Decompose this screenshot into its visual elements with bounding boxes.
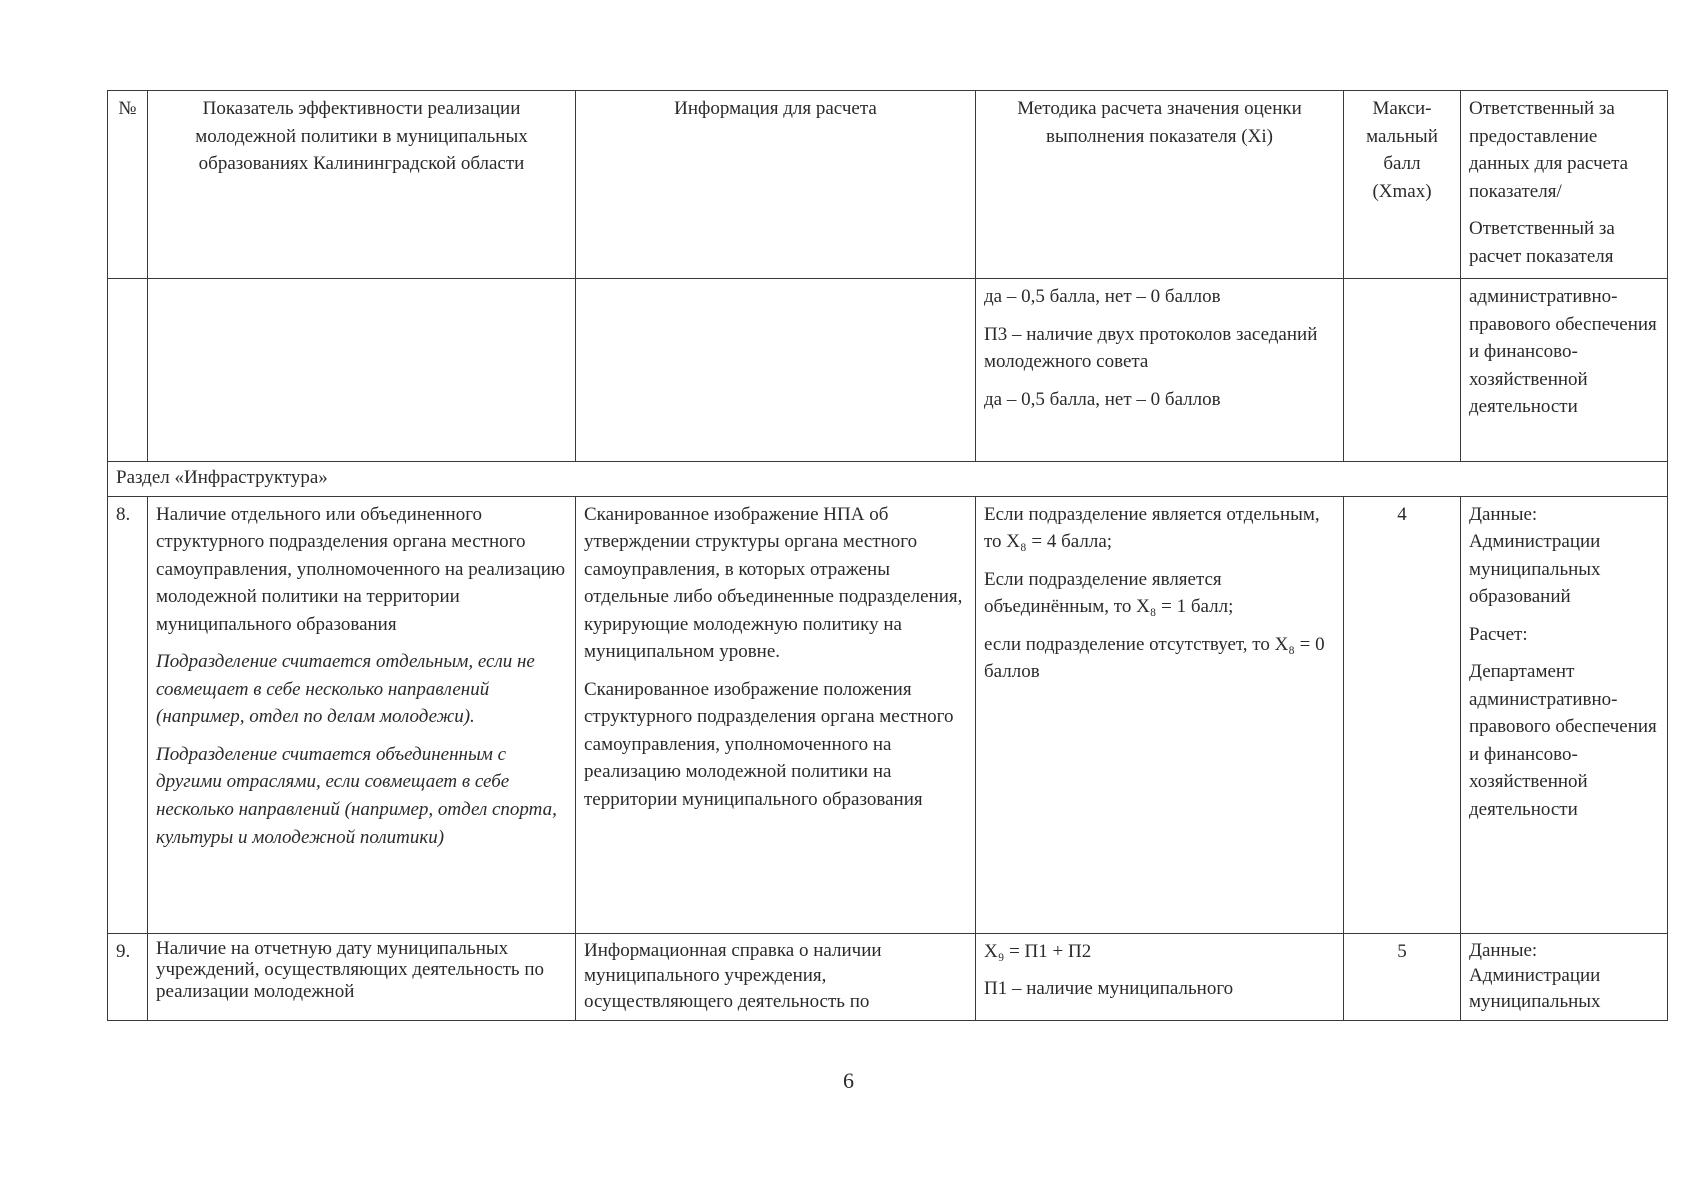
row8-num: 8. — [108, 496, 148, 933]
cont-resp-cell: административно-правового обеспечения и финансово-хозяйственной деятельности — [1461, 279, 1668, 462]
row8-max-score: 4 — [1344, 496, 1461, 933]
cont-num-cell — [108, 279, 148, 462]
row9-method-text: П1 – наличие муниципального — [984, 978, 1234, 1000]
row8-method-text: Если подразделение является отдельным, то X₈ = 4 балла; — [984, 503, 1320, 553]
header-method: Методика расчета значения оценки выполнения показателя (Xi) — [976, 91, 1344, 279]
row8-responsible — [1461, 496, 1668, 933]
cont-method-cell — [976, 279, 1344, 462]
row8-info-text: Сканированное изображение положения структурного подразделения органа местного самоуправления, уполномоченного на реализацию молодежной политики на территории муниципального образования — [584, 678, 954, 811]
header-responsible-calc: Ответственный за расчет показателя — [1469, 218, 1615, 267]
cont-method-line: да – 0,5 балла, нет – 0 баллов — [984, 388, 1221, 410]
cont-max-cell — [1344, 279, 1461, 462]
section-title: Раздел «Инфраструктура» — [108, 462, 1668, 497]
row8-resp-data — [1469, 501, 1659, 611]
header-num: № — [108, 91, 148, 279]
row8-resp-data-value: Администрации муниципальных образований — [1469, 531, 1601, 608]
row8-indicator-note: Подразделение считается объединенным с другими отраслями, если совмещает в себе несколько направлений (например, отдел спорта, культуры и молодежной политики) — [156, 743, 557, 848]
row9-num: 9. — [108, 933, 148, 1021]
row8-resp-calc-label: Расчет: — [1469, 623, 1528, 645]
header-indicator: Показатель эффективности реализации молодежной политики в муниципальных образованиях Калининградской области — [148, 91, 576, 279]
table-row — [108, 933, 1668, 1021]
row8-resp-data-label: Данные: — [1469, 503, 1538, 525]
row9-method-text: X₉ = П1 + П2 — [984, 940, 1092, 962]
header-responsible-data: Ответственный за предоставление данных для расчета показателя/ — [1469, 98, 1629, 202]
header-info: Информация для расчета — [576, 91, 976, 279]
header-max-score: Макси-мальный балл (Xmax) — [1344, 91, 1461, 279]
row8-method-text: Если подразделение является объединённым, то X₈ = 1 балл; — [984, 568, 1234, 618]
row9-resp-data-label: Данные: — [1469, 939, 1538, 961]
cont-method-line: да – 0,5 балла, нет – 0 баллов — [984, 286, 1221, 307]
row8-resp-calc-value: Департамент административно-правового обеспечения и финансово-хозяйственной деятельности — [1469, 661, 1657, 821]
table-header-row — [108, 91, 1668, 279]
cont-indicator-cell — [148, 279, 576, 462]
table-row-continuation — [108, 279, 1668, 462]
cont-info-cell — [576, 279, 976, 462]
row8-indicator-main: Наличие отдельного или объединенного структурного подразделения органа местного самоуправления, уполномоченного на реализацию молодежной политики на территории муниципального образования — [156, 503, 566, 635]
row8-info — [576, 496, 976, 933]
row8-indicator-note: Подразделение считается отдельным, если не совмещает в себе несколько направлений (например, отдел по делам молодежи). — [156, 651, 535, 728]
row8-method-text: если подразделение отсутствует, то X₈ = 0 баллов — [984, 633, 1325, 683]
row8-method — [976, 496, 1344, 933]
cont-method-line: П3 – наличие двух протоколов заседаний молодежного совета — [984, 323, 1318, 373]
section-row — [108, 462, 1668, 497]
indicators-table — [107, 90, 1668, 1021]
row9-method — [976, 933, 1344, 1021]
row8-info-text: Сканированное изображение НПА об утверждении структуры органа местного самоуправления, в которых отражены отдельные либо объединенные подразделения, курирующие молодежную политику на муниципальном уровне. — [584, 503, 963, 663]
row9-responsible — [1461, 933, 1668, 1021]
row9-indicator: Наличие на отчетную дату муниципальных учреждений, осуществляющих деятельность по реализации молодежной — [148, 933, 576, 1021]
row9-max-score: 5 — [1344, 933, 1461, 1021]
row8-indicator — [148, 496, 576, 933]
page-number: 6 — [843, 1068, 854, 1093]
header-responsible — [1461, 91, 1668, 279]
table-row — [108, 496, 1668, 933]
row9-info: Информационная справка о наличии муниципального учреждения, осуществляющего деятельность по — [576, 933, 976, 1021]
row9-resp-data-value: Администрации муниципальных — [1469, 965, 1601, 1012]
